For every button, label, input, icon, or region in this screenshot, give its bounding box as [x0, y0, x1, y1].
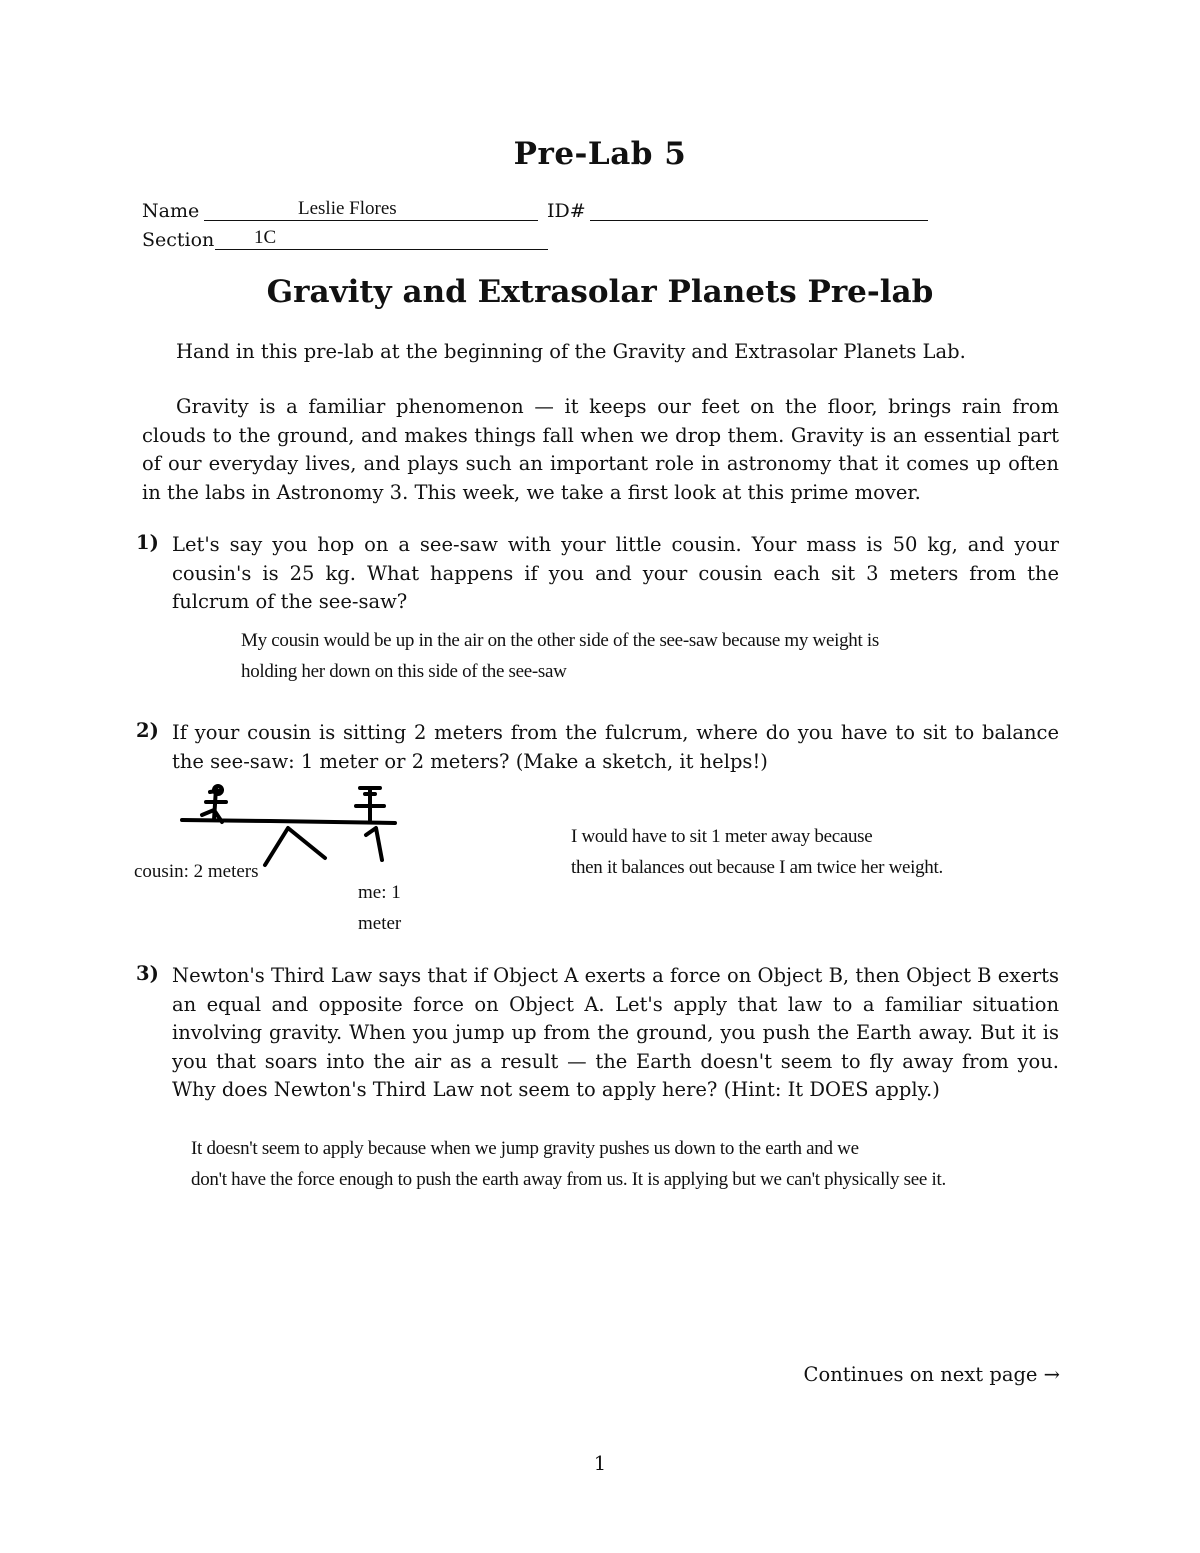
- answer-2-line-2: then it balances out because I am twice her weight.: [571, 857, 943, 878]
- section-value: 1C: [254, 227, 277, 248]
- cousin-label: cousin: 2 meters: [134, 861, 259, 882]
- question-1-number: 1): [136, 531, 159, 554]
- answer-1-line-2: holding her down on this side of the see-saw: [241, 661, 567, 682]
- me-label-line-2: meter: [358, 913, 402, 934]
- section-label: Section: [142, 229, 215, 251]
- section-heading: Gravity and Extrasolar Planets Pre-lab: [266, 274, 934, 310]
- answer-3-line-2: don't have the force enough to push the earth away from us. It is applying but we can't physically see it.: [191, 1169, 946, 1190]
- page-number: 1: [593, 1452, 607, 1475]
- me-label-line-1: me: 1: [358, 882, 401, 903]
- question-3-text: Newton's Third Law says that if Object A exerts a force on Object B, then Object B exerts an equal and opposite force on Object A. Let's apply that law to a familiar situation involving gravity. When you jump up from the ground, you push the Earth away. But it is you that soars into the air as a result — the Earth doesn't seem to fly away from you. Why does Newton's Third Law not seem to apply here? (Hint: It DOES apply.): [172, 964, 1059, 1101]
- answer-1-line-1: My cousin would be up in the air on the other side of the see-saw because my weight is: [241, 630, 879, 651]
- name-value: Leslie Flores: [298, 198, 397, 219]
- name-label: Name: [142, 200, 200, 222]
- question-2-number: 2): [136, 719, 159, 742]
- intro-text: Hand in this pre-lab at the beginning of the Gravity and Extrasolar Planets Lab.: [176, 340, 966, 363]
- intro-paragraph: Gravity is a familiar phenomenon — it keeps our feet on the floor, brings rain from clouds to the ground, and makes things fall when we drop them. Gravity is an essential part of our everyday lives, and plays such an important role in astronomy that it comes up often in the labs in Astronomy 3. This week, we take a first look at this prime mover.: [142, 395, 1059, 504]
- question-1-text: Let's say you hop on a see-saw with your little cousin. Your mass is 50 kg, and your cousin's is 25 kg. What happens if you and your cousin each sit 3 meters from the fulcrum of the see-saw?: [172, 533, 1059, 613]
- continues-note: Continues on next page →: [803, 1363, 1060, 1386]
- id-field[interactable]: [590, 220, 928, 221]
- me-figure: [356, 788, 384, 820]
- question-3-number: 3): [136, 962, 159, 985]
- fulcrum: [265, 828, 325, 865]
- page-title: Pre-Lab 5: [513, 136, 687, 172]
- section-field[interactable]: [215, 249, 548, 250]
- id-label: ID#: [547, 200, 586, 222]
- answer-2-line-1: I would have to sit 1 meter away because: [571, 826, 873, 847]
- answer-3-line-1: It doesn't seem to apply because when we jump gravity pushes us down to the earth and we: [191, 1138, 859, 1159]
- name-field[interactable]: [204, 220, 538, 221]
- question-2-text: If your cousin is sitting 2 meters from the fulcrum, where do you have to sit to balance the see-saw: 1 meter or 2 meters? (Make a sketch, it helps!): [172, 721, 1059, 773]
